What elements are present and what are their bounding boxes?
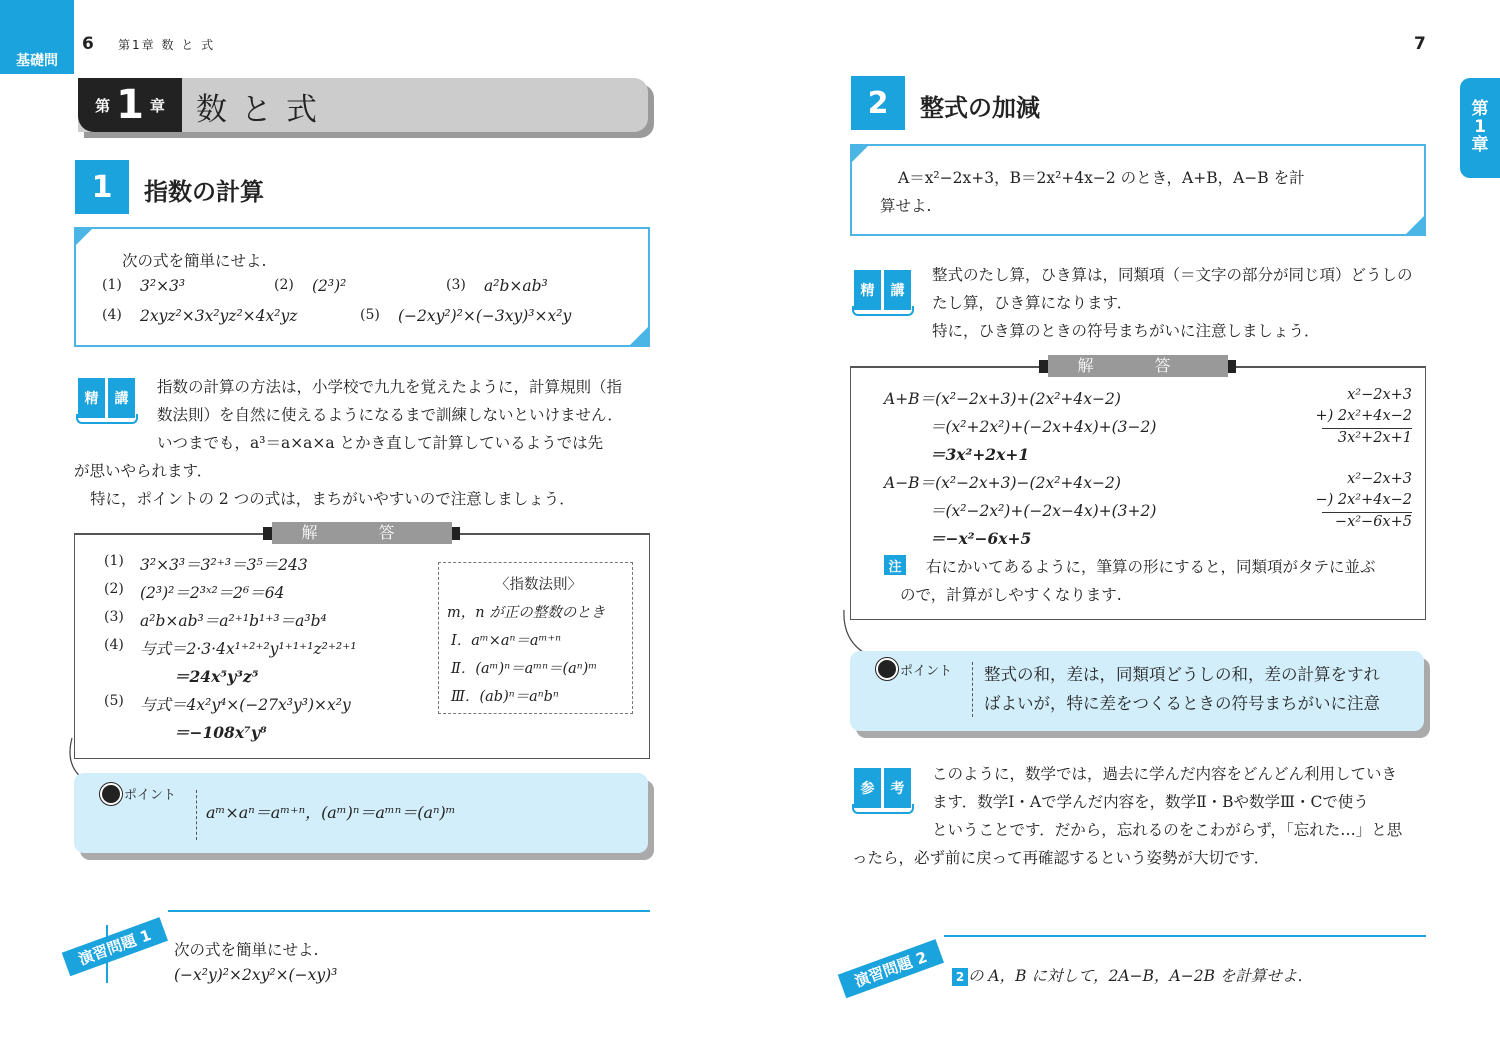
answer-line: 3²×3³＝3²⁺³＝3⁵＝243 <box>140 556 308 574</box>
text-line: 特に，ひき算のときの符号まちがいに注意しましょう． <box>932 322 1320 340</box>
answer-line: ＝(x²−2x²)+(−2x−4x)+(3+2) <box>930 502 1157 520</box>
side-tab-char: 章 <box>1471 134 1489 155</box>
exercise-text-body: の A，B に対して，2A−B，A−2B を計算せよ． <box>968 967 1313 985</box>
problem-box <box>74 227 650 347</box>
badge-char: 考 <box>884 768 911 808</box>
text-line: このように，数学では，過去に学んだ内容をどんどん利用していき <box>932 765 1398 783</box>
point-text: ばよいが，特に差をつくるときの符号まちがいに注意 <box>984 694 1380 713</box>
point-icon <box>876 658 898 680</box>
text-line: いつまでも，a³＝a×a×a とかき直して計算しているようでは先 <box>157 434 604 452</box>
answer-line: ＝3x²+2x+1 <box>930 445 1030 464</box>
sanko-badge <box>852 768 914 816</box>
left-page-number: 6 <box>82 34 94 54</box>
point-divider <box>972 662 973 717</box>
exercise-line <box>168 910 650 912</box>
answer-line: ＝−108x⁷y⁸ <box>174 723 267 742</box>
sum-rule <box>1322 428 1412 429</box>
problem-item: a²b×ab³ <box>484 277 548 295</box>
column-line: x²−2x+3 <box>1347 387 1412 403</box>
problem-box <box>850 144 1426 236</box>
note-text: 右にかいてあるように，筆算の形にすると，同類項がタテに並ぶ <box>926 558 1376 576</box>
point-label: ポイント <box>900 664 953 679</box>
item-number: (4) <box>102 307 122 323</box>
chapter-title: 数と式 <box>196 92 331 128</box>
text-line: が思いやられます． <box>74 462 213 480</box>
problem-item: 3²×3³ <box>140 277 186 295</box>
box-corner <box>630 327 648 345</box>
badge-char: 参 <box>854 768 881 808</box>
seiko-text <box>932 261 1432 345</box>
law-title: 〈指数法則〉 <box>495 577 582 593</box>
item-number: (1) <box>102 277 122 293</box>
section-title: 整式の加減 <box>920 94 1040 122</box>
law-item: Ⅰ．aᵐ×aⁿ＝aᵐ⁺ⁿ <box>451 633 562 649</box>
column-subtraction <box>1290 471 1412 541</box>
book-icon <box>852 804 914 814</box>
column-line: 3x²+2x+1 <box>1337 430 1412 446</box>
answer-line: 与式＝2·3·4x¹⁺²⁺²y¹⁺¹⁺¹z²⁺²⁺¹ <box>140 640 357 658</box>
item-number: (3) <box>104 609 124 625</box>
law-item: Ⅲ．(ab)ⁿ＝aⁿbⁿ <box>451 689 559 705</box>
answer-label: 解 答 <box>272 522 452 544</box>
exercise-text: 次の式を簡単にせよ. <box>174 941 319 959</box>
sum-rule <box>1322 512 1412 513</box>
book-icon <box>76 414 138 424</box>
item-number: (2) <box>274 277 294 293</box>
point-text: 整式の和，差は，同類項どうしの和，差の計算をすれ <box>984 665 1380 684</box>
problem-item: (−2xy²)²×(−3xy)³×x²y <box>398 307 572 325</box>
section-number: 1 <box>75 160 129 214</box>
answer-line: A+B＝(x²−2x+3)+(2x²+4x−2) <box>884 390 1121 408</box>
badge-char: 講 <box>884 270 911 310</box>
answer-line: A−B＝(x²−2x+3)−(2x²+4x−2) <box>884 474 1121 492</box>
problem-text: 算せよ. <box>880 197 932 215</box>
box-corner <box>852 146 868 162</box>
right-page-number: 7 <box>1414 34 1426 54</box>
column-line: −) 2x²+4x−2 <box>1315 492 1412 508</box>
text-line: 指数の計算の方法は，小学校で九九を覚えたように，計算規則（指 <box>157 378 623 396</box>
column-line: −x²−6x+5 <box>1334 514 1412 530</box>
problem-item: (2³)² <box>312 277 347 295</box>
column-addition <box>1290 387 1412 457</box>
seiko-badge <box>852 270 914 318</box>
answer-line: ＝24x⁵y³z⁵ <box>174 667 259 686</box>
text-line: ということです．だから，忘れるのをこわがらず，「忘れた…」と思 <box>932 821 1403 839</box>
text-line: 数法則）を自然に使えるようになるまで訓練しないといけません． <box>157 406 623 424</box>
chapter-side-tab <box>1460 78 1500 178</box>
text-line: ったら，必ず前に戻って再確認するという姿勢が大切です． <box>852 849 1270 867</box>
text-line: 整式のたし算，ひき算は，同類項（＝文字の部分が同じ項）どうしの <box>932 266 1413 284</box>
item-number: (5) <box>104 693 124 709</box>
badge-char: 精 <box>78 378 105 418</box>
exponent-law-box <box>438 562 633 714</box>
badge-char: 講 <box>108 378 135 418</box>
item-number: (2) <box>104 581 124 597</box>
text-line: たし算，ひき算になります． <box>932 294 1133 312</box>
chapter-number: 1 <box>116 82 144 128</box>
seiko-text <box>157 373 657 457</box>
exercise-line <box>944 935 1426 937</box>
problem-text: A＝x²−2x+3，B＝2x²+4x−2 のとき，A+B，A−B を計 <box>898 169 1305 187</box>
law-condition: m，n が正の整数のとき <box>447 605 606 621</box>
box-corner <box>1406 216 1424 234</box>
answer-line: 与式＝4x²y⁴×(−27x³y³)×x²y <box>140 696 351 714</box>
chapter-number-block <box>78 78 182 132</box>
side-tab-char: 第 <box>1471 99 1489 120</box>
point-label: ポイント <box>124 788 177 803</box>
side-tab-char: 1 <box>1474 117 1486 138</box>
point-icon <box>100 783 122 805</box>
box-corner <box>76 229 92 245</box>
item-number: (3) <box>446 277 466 293</box>
law-item: Ⅱ．(aᵐ)ⁿ＝aᵐⁿ＝(aⁿ)ᵐ <box>451 661 598 677</box>
answer-line: a²b×ab³＝a²⁺¹b¹⁺³＝a³b⁴ <box>140 612 327 630</box>
item-number: (5) <box>360 307 380 323</box>
running-head: 第1章 数 と 式 <box>118 38 216 52</box>
text-line: 特に，ポイントの 2 つの式は，まちがいやすいので注意しましょう． <box>90 490 575 508</box>
answer-label: 解 答 <box>1048 355 1228 377</box>
column-line: +) 2x²+4x−2 <box>1315 408 1412 424</box>
book-icon <box>852 306 914 316</box>
chapter-prefix: 第 <box>95 96 111 115</box>
column-line: x²−2x+3 <box>1347 471 1412 487</box>
section-title: 指数の計算 <box>144 178 264 206</box>
chapter-suffix: 章 <box>149 96 165 115</box>
note-badge: 注 <box>884 555 906 575</box>
seiko-badge <box>76 378 138 426</box>
item-number: (4) <box>104 637 124 653</box>
answer-line: ＝−x²−6x+5 <box>930 529 1032 548</box>
point-divider <box>196 790 197 840</box>
sanko-text <box>932 760 1432 844</box>
exercise-text <box>952 964 1313 986</box>
problem-intro: 次の式を簡単にせよ. <box>122 252 267 270</box>
section-number: 2 <box>851 76 905 130</box>
badge-char: 精 <box>854 270 881 310</box>
item-number: (1) <box>104 553 124 569</box>
problem-ref-badge: 2 <box>952 968 968 986</box>
note-text: ので，計算がしやすくなります. <box>900 586 1122 604</box>
basic-problem-tab: 基礎問 <box>0 0 74 74</box>
exercise-tag: 演習問題 1 <box>62 917 168 976</box>
exercise-tag: 演習問題 2 <box>838 939 944 998</box>
answer-line: (2³)²＝2³ˣ²＝2⁶＝64 <box>140 584 285 602</box>
text-line: ます．数学Ⅰ・Aで学んだ内容を，数学Ⅱ・Bや数学Ⅲ・Cで使う <box>932 793 1369 811</box>
problem-item: 2xyz²×3x²yz²×4x²yz <box>140 307 298 325</box>
exercise-text: (−x²y)²×2xy²×(−xy)³ <box>174 966 338 984</box>
answer-line: ＝(x²+2x²)+(−2x+4x)+(3−2) <box>930 418 1157 436</box>
point-text: aᵐ×aⁿ＝aᵐ⁺ⁿ，(aᵐ)ⁿ＝aᵐⁿ＝(aⁿ)ᵐ <box>206 803 456 822</box>
